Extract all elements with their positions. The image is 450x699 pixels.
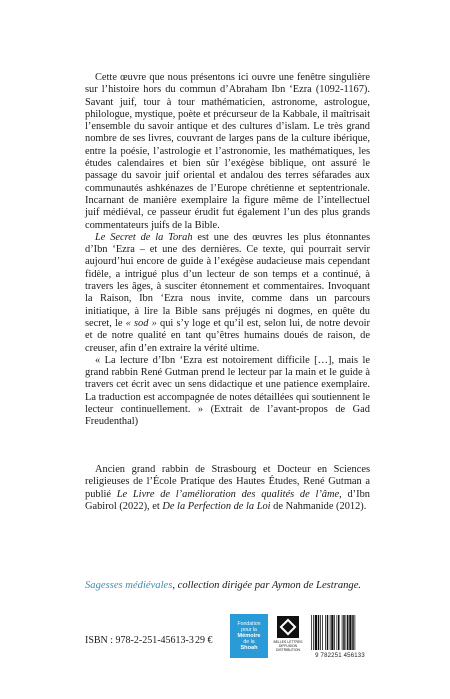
publisher-mark-icon	[277, 616, 299, 638]
collection-name: Sagesses médiévales	[85, 580, 173, 591]
barcode-digits: 9 782251 456133	[309, 653, 371, 659]
book-title: Le Secret de la Torah	[95, 231, 193, 243]
barcode-bar	[338, 615, 340, 650]
price: 29 €	[195, 635, 213, 646]
barcode-bar	[318, 615, 320, 650]
sod-term: « sod »	[125, 317, 157, 329]
author-bio: Ancien grand rabbin de Strasbourg et Docteur en Sciences religieuses de l’École Pratique des Hautes Études, René Gutman a publié Le Livre de l’amélioration des qualités de l’âme, d’Ibn Gabirol (2022), et De la Perfection de la Loi de Nahmanide (2012).	[85, 464, 370, 512]
barcode-bar	[322, 615, 323, 650]
bio-book-2: De la Perfection de la Loi	[162, 500, 271, 512]
barcode	[309, 614, 371, 658]
intro-paragraph: Cette œuvre que nous présentons ici ouvre une fenêtre singulière sur l’histoire hors du commun d’Abraham Ibn ‘Ezra (1092-1167). Savant juif, tour à tour mathématicien, astronome, astrologue, philologue, mystique, poète et précurseur de la Kabbale, il maîtrisait l’ensemble du savoir antique et des cultures d’islam. Le très grand nombre de ses livres, couvrant de larges pans de la culture ibérique, entre la poésie, l’astrologie et l’astronomie, les mathématiques, les études calendaires et bien sûr l’exégèse biblique, ont assuré le passage du savoir juif oriental et andalou des terres séfarades aux communautés ashkénazes de l’Europe chrétienne et septentrionale. Incarnant de manière exemplaire la figure même de l’intellectuel juif médiéval, ce passeur érudit fut également l’un des plus grands commentateurs juifs de la Bible.	[85, 72, 370, 231]
barcode-bar	[320, 615, 321, 650]
barcode-bar	[330, 615, 331, 650]
barcode-bar	[325, 615, 326, 650]
publisher-logo	[273, 616, 303, 658]
quote-source: (Extrait de l’avant-propos de Gad Freudenthal)	[85, 404, 370, 428]
barcode-bar	[347, 615, 349, 650]
barcode-bar	[313, 615, 314, 650]
barcode-bar	[315, 615, 317, 650]
barcode-bar	[334, 615, 335, 650]
bio-book-1: Le Livre de l’amélioration des qualités de l’âme	[116, 488, 340, 500]
barcode-bars	[309, 614, 371, 651]
barcode-bar	[342, 615, 343, 650]
fondation-logo: Fondation pour la Mémoire de la Shoah	[230, 614, 268, 658]
barcode-bar	[355, 615, 356, 650]
back-cover-text	[85, 72, 370, 429]
barcode-bar	[337, 615, 338, 650]
collection-line: Sagesses médiévales, collection dirigée par Aymon de Lestrange.	[85, 580, 362, 591]
barcode-bar	[343, 615, 345, 650]
barcode-bar	[346, 615, 347, 650]
isbn: ISBN : 978-2-251-45613-3	[85, 635, 194, 646]
quote-paragraph: « La lecture d’Ibn ‘Ezra est notoirement difficile […], mais le grand rabbin René Gutman prend le lecteur par la main et le guide à travers cet écrit avec un sens didactique et une patience exemplaire. La traduction est accompagnée de notes détaillées qui soutiennent le lecteur continuellement. » (Extrait de l’avant-propos de Gad Freudenthal)	[85, 354, 370, 428]
barcode-bar	[349, 615, 351, 650]
barcode-bar	[311, 615, 312, 650]
bottom-bar	[85, 614, 365, 660]
secret-paragraph: Le Secret de la Torah est une des œuvres les plus étonnantes d’Ibn ‘Ezra – et une des dernières. Ce texte, qui pourrait servir aujourd’hui encore de guide à l’exégèse audacieuse mais cependant fidèle, a intrigué plus d’un lecteur de son temps et a continué, à travers les âges, à susciter étonnement et commentaires. Invoquant la Raison, Ibn ‘Ezra nous invite, comme dans un parcours initiatique, à lire la Bible sans préjugés ni dogmes, en quête du secret, le « sod » qui s’y loge et qu’il est, selon lui, de notre devoir et de notre qualité en tant qu’êtres humains doués de raison, de creuser, afin d’en extraire la vérité ultime.	[85, 231, 370, 354]
barcode-bar	[352, 615, 354, 650]
publisher-logo-text: BELLES LETTRES DIFFUSION DISTRIBUTION	[273, 640, 303, 652]
barcode-bar	[327, 615, 329, 650]
barcode-bar	[331, 615, 333, 650]
